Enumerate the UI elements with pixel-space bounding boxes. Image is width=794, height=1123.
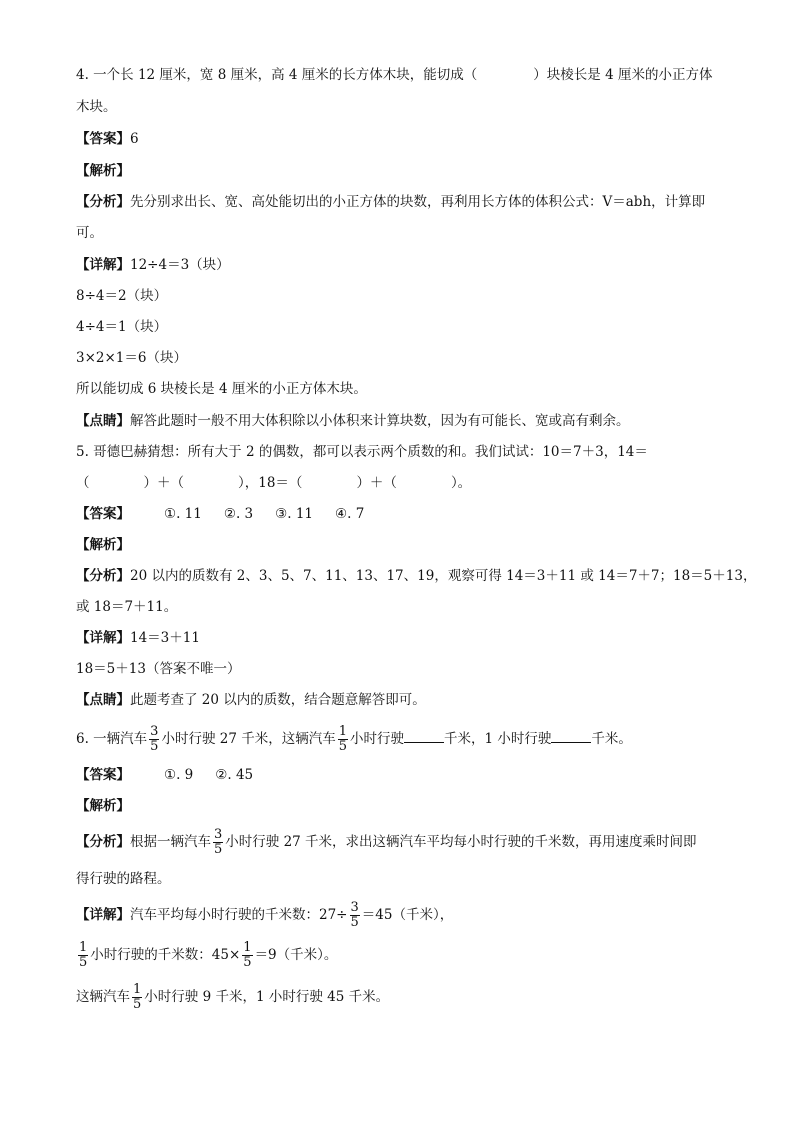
fraction-3-5 [213, 828, 223, 857]
q4-point-text: 解答此题时一般不用大体积除以小体积来计算块数，因为有可能长、宽或高有剩余。 [130, 413, 630, 429]
q6-detail-text-2a: 小时行驶的千米数：45× [90, 947, 241, 963]
q5-fenxi-line2: 或 18＝7＋11。 [76, 599, 178, 615]
q4-stem-text: 4. 一个长 12 厘米，宽 8 厘米，高 4 厘米的长方体木块，能切成（ [76, 67, 478, 83]
q6-answer-1: ①. 9 [164, 767, 194, 783]
q6-analysis-label: 【解析】 [76, 798, 130, 814]
point-label: 【点睛】 [76, 413, 130, 429]
q6-stem-text-1: 6. 一辆汽车 [76, 731, 148, 747]
fraction-1-5 [132, 983, 142, 1012]
q4-detail-line5: 所以能切成 6 块棱长是 4 厘米的小正方体木块。 [76, 381, 367, 397]
answer-label: 【答案】 [76, 767, 130, 783]
fraction-1-5 [242, 941, 252, 970]
q4-answer-value: 6 [130, 131, 139, 147]
fenxi-label: 【分析】 [76, 834, 130, 850]
q4-analysis-label: 【解析】 [76, 163, 130, 179]
fraction-1-5 [78, 941, 88, 970]
fraction-3-5 [350, 901, 360, 930]
q5-paren-mid-3: ）＋（ [356, 475, 397, 491]
q6-detail-text-1b: ＝45（千米）， [361, 907, 454, 923]
denominator: 5 [243, 955, 252, 970]
q6-detail-line2 [76, 938, 337, 972]
q4-answer [76, 130, 139, 148]
q5-paren-open-1: （ [76, 475, 90, 491]
q6-detail-text-2b: ＝9（千米）。 [254, 947, 338, 963]
q4-stem-text-2: ）块棱长是 4 厘米的小正方体 [533, 67, 713, 83]
q4-fenxi-line2: 可。 [76, 225, 103, 241]
answer-label: 【答案】 [76, 506, 130, 522]
detail-label: 【详解】 [76, 257, 130, 273]
q6-stem-text-2: 小时行驶 27 千米，这辆汽车 [161, 731, 336, 747]
q6-detail-text-3b: 小时行驶 9 千米，1 小时行驶 45 千米。 [144, 989, 390, 1005]
q6-answer-2: ②. 45 [215, 767, 254, 783]
q6-detail-text-3a: 这辆汽车 [76, 989, 130, 1005]
fenxi-label: 【分析】 [76, 194, 130, 210]
q5-analysis-label: 【解析】 [76, 537, 130, 553]
q5-detail-line2: 18＝5＋13（答案不唯一） [76, 661, 241, 677]
numerator: 1 [243, 940, 252, 955]
numerator: 1 [133, 982, 142, 997]
denominator: 5 [338, 739, 347, 754]
q5-paren-close: ）。 [450, 475, 472, 491]
q5-answer [76, 505, 386, 523]
q6-answer [76, 766, 275, 784]
point-label: 【点睛】 [76, 692, 130, 708]
q6-stem-text-4: 千米，1 小时行驶 [444, 731, 552, 747]
q6-stem-text-5: 千米。 [591, 731, 632, 747]
q5-answer-3: ③. 11 [275, 506, 314, 522]
numerator: 1 [338, 724, 347, 739]
q5-stem-line2 [76, 474, 471, 492]
denominator: 5 [150, 739, 159, 754]
numerator: 1 [79, 940, 88, 955]
q6-detail-line1 [76, 898, 453, 932]
denominator: 5 [133, 997, 142, 1012]
q6-fenxi-line2: 得行驶的路程。 [76, 871, 171, 887]
q5-paren-mid-2: ），18＝（ [238, 475, 303, 491]
q6-detail-line3 [76, 980, 389, 1014]
q5-fenxi-line1 [76, 567, 756, 585]
answer-label: 【答案】 [76, 131, 130, 147]
q4-detail-line2: 8÷4＝2（块） [76, 288, 168, 304]
q4-point [76, 412, 630, 430]
denominator: 5 [214, 842, 223, 857]
q6-fenxi-text-1: 根据一辆汽车 [130, 834, 211, 850]
detail-label: 【详解】 [76, 630, 130, 646]
q4-detail-line3: 4÷4＝1（块） [76, 319, 168, 335]
q5-answer-2: ②. 3 [223, 506, 254, 522]
numerator: 3 [350, 900, 359, 915]
q4-stem-line1 [76, 66, 712, 84]
q5-stem-line1: 5. 哥德巴赫猜想：所有大于 2 的偶数，都可以表示两个质数的和。我们试试：10＝7＋3，14＝ [76, 444, 648, 460]
q6-stem [76, 722, 632, 756]
q6-fenxi-line1 [76, 825, 697, 859]
q5-point-text: 此题考查了 20 以内的质数，结合题意解答即可。 [130, 692, 426, 708]
q5-detail-text: 14＝3＋11 [130, 630, 200, 646]
fraction-1-5 [338, 725, 348, 754]
q6-fenxi-text-2: 小时行驶 27 千米，求出这辆汽车平均每小时行驶的千米数，再用速度乘时间即 [225, 834, 697, 850]
fraction-3-5 [149, 725, 159, 754]
q5-fenxi-text: 20 以内的质数有 2、3、5、7、11、13、17、19，观察可得 14＝3＋11 或 14＝7＋7；18＝5＋13， [130, 568, 757, 584]
q4-stem-line2: 木块。 [76, 99, 117, 115]
q5-answer-4: ④. 7 [335, 506, 365, 522]
denominator: 5 [79, 955, 88, 970]
numerator: 3 [150, 724, 159, 739]
fenxi-label: 【分析】 [76, 568, 130, 584]
q4-fenxi-text: 先分别求出长、宽、高处能切出的小正方体的块数，再利用长方体的体积公式：V＝abh，计算即 [130, 194, 706, 210]
denominator: 5 [350, 915, 359, 930]
numerator: 3 [214, 827, 223, 842]
q4-detail-text: 12÷4＝3（块） [130, 257, 230, 273]
q6-stem-text-3: 小时行驶 [350, 731, 404, 747]
answer-blank-2 [551, 728, 591, 743]
q4-detail-line1 [76, 256, 230, 274]
q5-point [76, 691, 426, 709]
q5-detail-line1 [76, 629, 200, 647]
detail-label: 【详解】 [76, 907, 130, 923]
answer-blank-1 [404, 728, 444, 743]
q4-fenxi-line1 [76, 193, 705, 211]
q5-answer-1: ①. 11 [164, 506, 202, 522]
q6-detail-text-1a: 汽车平均每小时行驶的千米数：27÷ [130, 907, 348, 923]
q5-paren-mid-1: ）＋（ [143, 475, 184, 491]
q4-detail-line4: 3×2×1＝6（块） [76, 350, 187, 366]
